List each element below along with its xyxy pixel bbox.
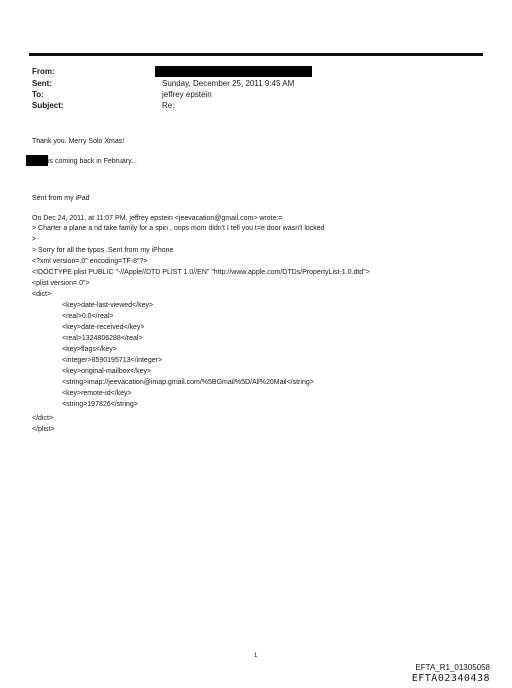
xml-line: <key>date-last-viewed</key> bbox=[62, 302, 154, 309]
xml-line: <integer>8590195713</integer> bbox=[62, 357, 163, 364]
body-line-thanks: Thank you. Merry Solo Xmas! bbox=[32, 138, 125, 145]
bates-stamp-primary: EFTA_R1_01305058 bbox=[415, 663, 490, 672]
xml-declaration: <?xml version=.0" encoding=TF-8"?> bbox=[32, 258, 148, 265]
xml-line: <real>0.0</real> bbox=[62, 313, 114, 320]
xml-line: <key>remote-id</key> bbox=[62, 390, 132, 397]
quote-line-2: > bbox=[32, 236, 37, 243]
xml-line: <key>original-mailbox</key> bbox=[62, 368, 152, 375]
xml-line: <string>imap://jeevacation@imap.gmail.com/%5BGmail%5D/All%20Mail</string> bbox=[62, 379, 314, 386]
xml-dict-close: </dict> bbox=[32, 415, 54, 422]
sent-label: Sent: bbox=[32, 79, 52, 88]
quote-line-1: > Charter a plane a nd take family for a spin , oops mom didn't I tell you t=e door wasn't locked bbox=[32, 225, 325, 232]
sent-value: Sunday, December 25, 2011 9:45 AM bbox=[162, 79, 295, 88]
to-value: jeffrey epstein bbox=[162, 90, 212, 99]
xml-line: <real>1324806288</real> bbox=[62, 335, 143, 342]
body-line-signature: Sent from my iPad bbox=[32, 195, 90, 202]
from-label: From: bbox=[32, 67, 55, 76]
subject-value: Re: bbox=[162, 101, 175, 110]
xml-line: <key>flags</key> bbox=[62, 346, 117, 353]
xml-doctype: <!DOCTYPE plist PUBLIC "-//Apple//DTD PLIST 1.0//EN" "http://www.apple.com/DTDs/PropertyList-1.0.dtd"> bbox=[32, 269, 370, 276]
to-label: To: bbox=[32, 90, 44, 99]
from-redaction bbox=[155, 66, 312, 77]
xml-plist-close: </plist> bbox=[32, 426, 55, 433]
xml-line: <string>197826</string> bbox=[62, 401, 138, 408]
xml-dict-open: <dict> bbox=[32, 291, 52, 298]
xml-plist-open: <plist version=.0"> bbox=[32, 280, 90, 287]
quote-header: On Dec 24, 2011, at 11:07 PM, jeffrey epstein <jeevacation@gmail.com> wrote:= bbox=[32, 215, 283, 222]
subject-label: Subject: bbox=[32, 101, 64, 110]
header-rule bbox=[29, 53, 483, 56]
quote-line-3: > Sorry for all the typos .Sent from my iPhone bbox=[32, 247, 174, 254]
body-redaction bbox=[26, 155, 48, 166]
page-number: 1 bbox=[254, 653, 258, 659]
bates-stamp-secondary: EFTA02340438 bbox=[411, 673, 490, 684]
xml-line: <key>date-received</key> bbox=[62, 324, 145, 331]
body-line-february: is coming back in February... bbox=[48, 158, 137, 165]
